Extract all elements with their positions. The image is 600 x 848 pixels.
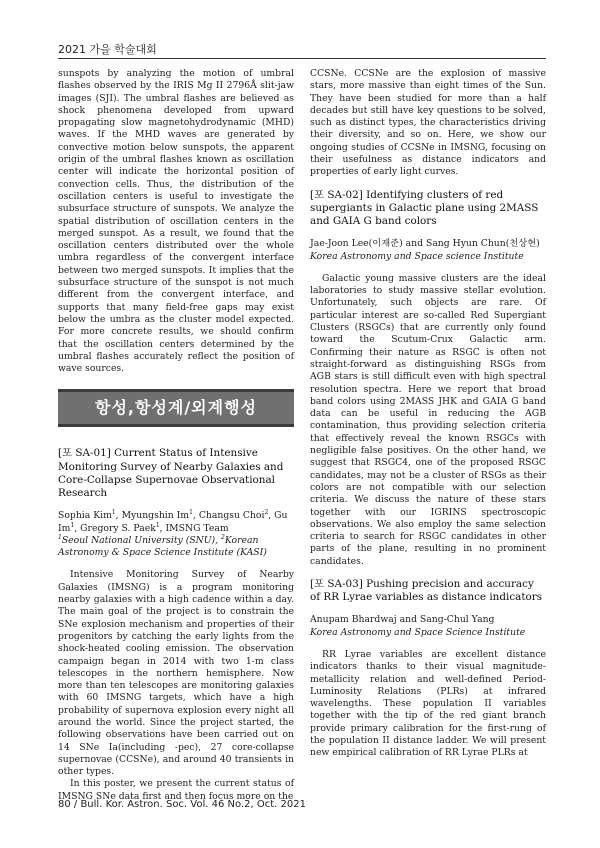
continued-paragraph-right: CCSNe. CCSNe are the explosion of massive stars, more massive than eight times of the Sun. They have been studied for more than a half decades but still have key questions to be solved, such as distinct types, the characteristics driving their diversity, and so on. Here, we show our ongoing studies of CCSNe in IMSNG, focusing on their usefulness as distance indicators and properties of early light curves. (310, 68, 546, 178)
affiliation-sa03: Korea Astronomy and Space Science Institute (310, 626, 526, 638)
abstract-paragraph-sa01-1: Intensive Monitoring Survey of Nearby Galaxies (IMSNG) is a program monitoring nearby galaxies with a high cadence within a day. The main goal of the project is to constrain the SNe explosion mechanism and properties of their progenitors by catching the early lights from the shock-heated cooling emission. The observation campaign began in 2014 with two 1-m class telescopes in the northern hemisphere. Now more than ten telescopes are monitoring galaxies with 60 IMSNG targets, which have a high probability of supernova explosion every night all around the world. Since the project started, the following observations have been carried out on 14 SNe Ia(including -pec), 27 core-collapse supernovae (CCSNe), and around 40 transients in other types. (58, 569, 294, 778)
author-name: Gu Im (58, 510, 288, 534)
left-column (58, 68, 294, 803)
author-affil-mark: 1 (70, 521, 75, 529)
right-column (310, 68, 546, 760)
author-name: Gregory S. Paek (80, 522, 156, 534)
author-name: Sophia Kim (58, 510, 112, 522)
affiliation-sa02: Korea Astronomy and Space science Institute (310, 250, 524, 262)
affil-mark: 2 (221, 533, 225, 541)
author-affil-mark: 1 (155, 521, 160, 529)
author-list-sa01: Sophia Kim$^1$, Myungshin Im$^1$, Changsu Choi$^2$, Gu Im$^1$, Gregory S. Paek$^1$, IMSNG Team (58, 509, 288, 534)
author-name: IMSNG Team (165, 522, 229, 534)
abstract-paragraph-sa01-2: In this poster, we present the current status of IMSNG SNe data first and then focus more on the (58, 778, 294, 802)
running-header: 2021 가을 학술대회 (58, 43, 157, 56)
abstract-paragraph-sa03-1: RR Lyrae variables are excellent distance indicators thanks to their visual magnitude-metallicity relation and well-defined Period-Luminosity Relations (PLRs) at infrared wavelengths. These population II variables together with the tip of the red giant branch provide primary calibration for the first-rung of the population II distance ladder. We will present new empirical calibration of RR Lyrae PLRs at (310, 649, 546, 759)
author-affil-mark: 1 (111, 509, 116, 517)
abstract-title-sa03: [포 SA-03] Pushing precision and accuracy of RR Lyrae variables as distance indicators (310, 578, 543, 604)
abstract-paragraph-sa02-1: Galactic young massive clusters are the ideal laboratories to study massive stellar evolution. Unfortunately, such objects are rare. Of particular interest are so-called Red Supergiant Clusters (RSGCs) that are currently only found toward the Scutum-Crux Galactic arm. Confirming their nature as RSGC is often not straight-forward as distinguishing RSGs from AGB stars is still difficult even with high spectral resolution spectra. Here we report that broad band colors using 2MASS JHK and GAIA G band data can be useful in reducing the AGB contamination, thus providing selection criteria that effectively reveal the known RSGCs with negligible false positives. On the other hand, we suggest that RSGC4, one of the proposed RSGC candidates, may not be a cluster of RSGs as their colors are not compatible with our selection criteria. We discuss the nature of these stars together with our IGRINS spectroscopic observations. We also employ the same selection criteria to search for RSGC candidates in other parts of the plane, resulting in no prominent candidates. (310, 272, 546, 567)
abstract-title-sa01: [포 SA-01] Current Status of Intensive Monitoring Survey of Nearby Galaxies and Core-Collapse Supernovae Observational Research (58, 447, 284, 500)
abstract-title-sa02: [포 SA-02] Identifying clusters of red supergiants in Galactic plane using 2MASS and GAIA G band colors (310, 188, 539, 228)
author-list-sa03: Anupam Bhardwaj and Sang-Chul Yang (310, 614, 495, 626)
affil-mark: 1 (58, 533, 62, 541)
page-footer: 80 / Bull. Kor. Astron. Soc. Vol. 46 No.2, Oct. 2021 (58, 799, 306, 810)
affil-name: Seoul National University (SNU) (61, 534, 216, 546)
header-rule (58, 58, 546, 59)
continued-paragraph-left: sunspots by analyzing the motion of umbral flashes observed by the IRIS Mg II 2796Å slit-jaw images (SJI). The umbral flashes are believed as shock phenomena developed from upward propagating slow magnetohydrodynamic (MHD) waves. If the MHD waves are generated by convective motion below sunspots, the apparent origin of the umbral flashes known as oscillation center will indicate the horizontal position of convection cells. Thus, the distribution of the oscillation centers is useful to investigate the subsurface structure of sunspots. We analyze the spatial distribution of oscillation centers in the merged sunspot. As a result, we found that the oscillation centers distributed over the whole umbra regardless of the convergent interface between two merged sunspots. It implies that the subsurface structure of the sunspot is not much different from the convergent interface, and supports that many field-free gaps may exist below the umbra as the cluster model expected. For more concrete results, we should confirm that the oscillation centers determined by the umbral flashes accurately reflect the position of wave sources. (58, 68, 294, 375)
author-affil-mark: 2 (264, 509, 269, 517)
section-banner: 항성,항성계/외계행성 (58, 389, 294, 427)
author-name: Changsu Choi (198, 510, 265, 522)
author-list-sa02: Jae-Joon Lee(이재준) and Sang Hyun Chun(천상현) (310, 238, 540, 250)
affil-name: Korean Astronomy & Space Science Institute (KASI) (58, 534, 267, 559)
author-affil-mark: 1 (189, 509, 193, 517)
author-name: Myungshin Im (121, 510, 190, 522)
affiliation-sa01: $^1$Seoul National University (SNU), $^2$Korean Astronomy & Space Science Institute (KASI) (58, 533, 267, 559)
